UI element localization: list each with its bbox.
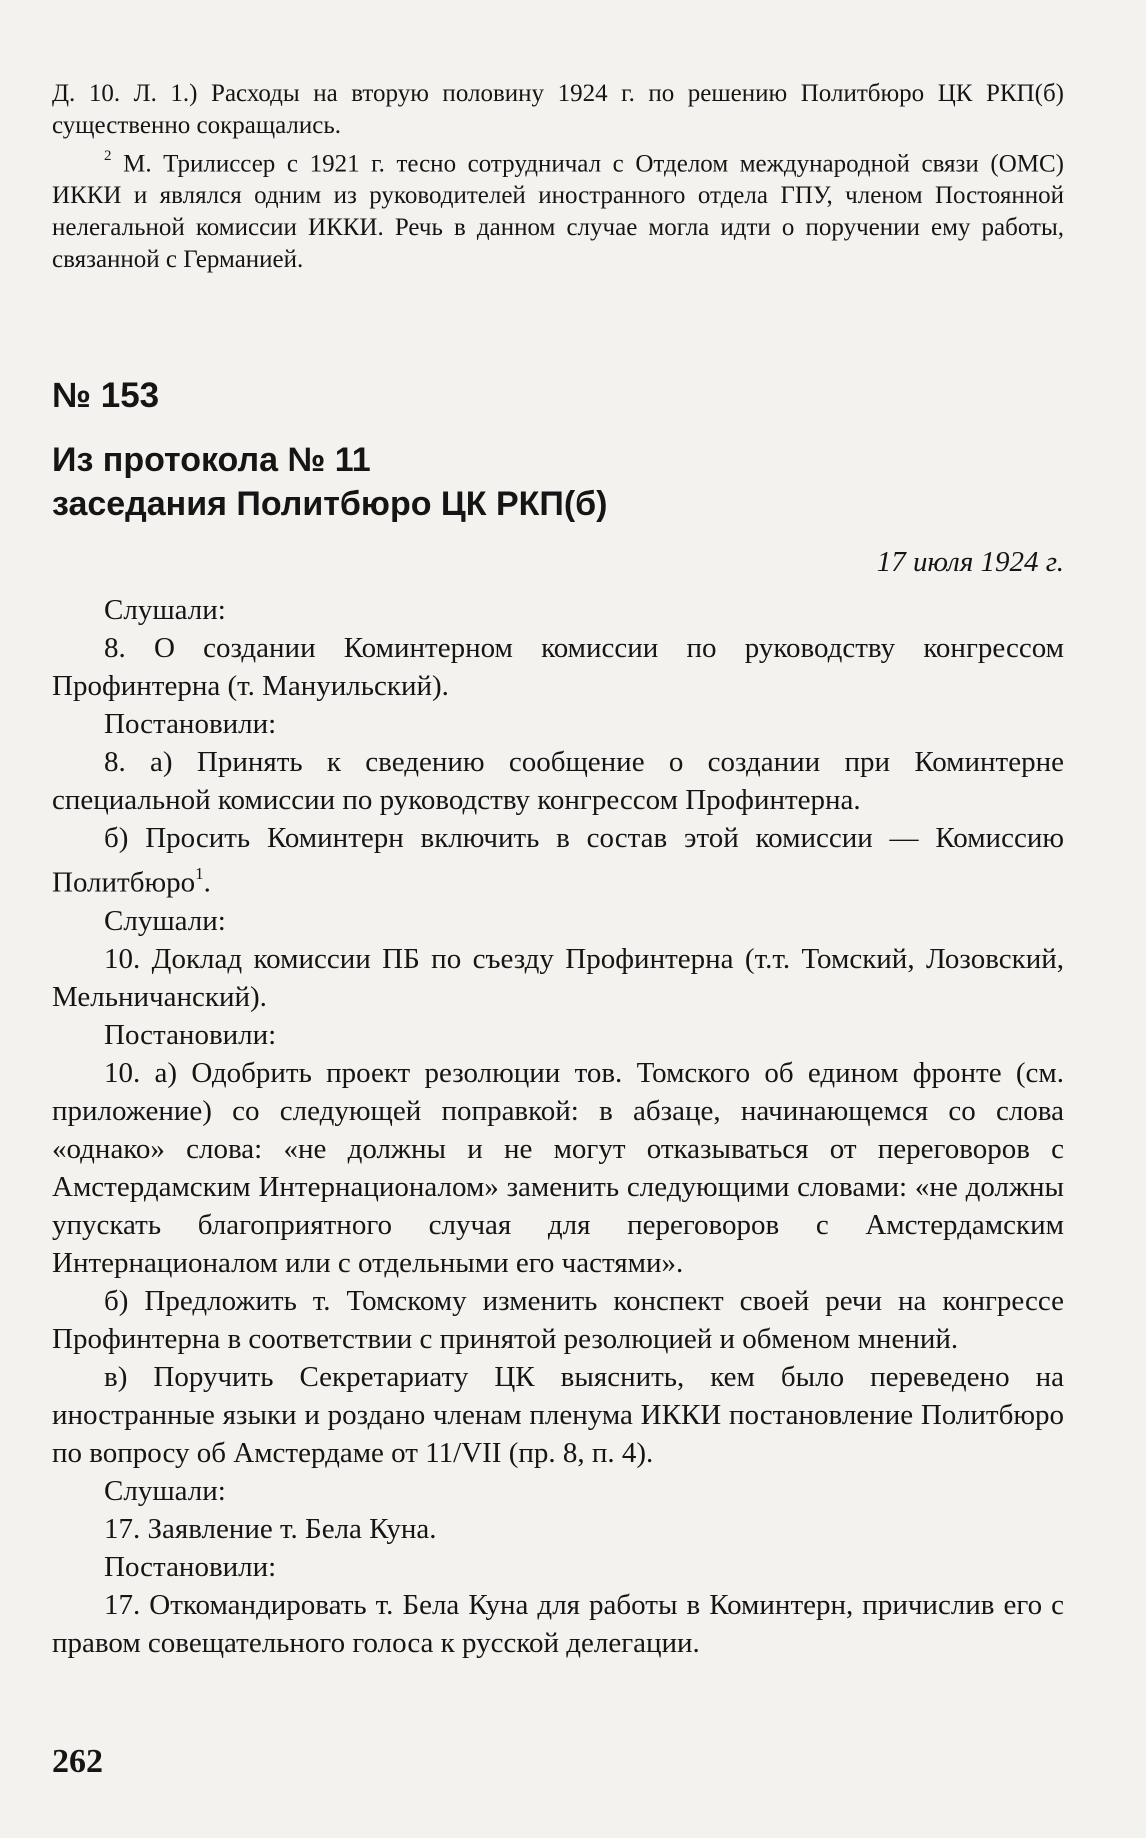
footnote-2 bbox=[52, 142, 1064, 276]
section-label: Слушали: bbox=[104, 594, 226, 627]
protocol-paragraph bbox=[52, 940, 1064, 1016]
footnote-text: Д. 10. Л. 1.) Расходы на вторую половину 1924 г. по решению Политбюро ЦК РКП(б) существенно сокращались. bbox=[52, 80, 1064, 139]
protocol-body bbox=[52, 591, 1064, 1662]
paragraph-text: б) Предложить т. Томскому изменить конспект своей речи на конгрессе Профинтерна в соответствии с принятой резолюцией и обменом мнений. bbox=[52, 1284, 1064, 1355]
protocol-paragraph bbox=[52, 1282, 1064, 1358]
footnote-marker: 2 bbox=[104, 148, 112, 164]
protocol-paragraph bbox=[52, 1054, 1064, 1282]
protocol-paragraph bbox=[52, 1586, 1064, 1662]
title-line-2: заседания Политбюро ЦК РКП(б) bbox=[52, 485, 608, 524]
footnote-continuation bbox=[52, 78, 1064, 142]
paragraph-text: 8. а) Принять к сведению сообщение о создании при Коминтерне специальной комиссии по руководству конгрессом Профинтерна. bbox=[52, 746, 1064, 817]
title-line-1: Из протокола № 11 bbox=[52, 441, 371, 480]
paragraph-text: в) Поручить Секретариату ЦК выяснить, кем было переведено на иностранные языки и роздано членам пленума ИККИ постановление Политбюро по вопросу об Амстердаме от 11/VII (пр. 8, п. 4). bbox=[52, 1360, 1064, 1469]
paragraph-punctuation: . bbox=[203, 866, 211, 899]
paragraph-text: 17. Откомандировать т. Бела Куна для работы в Коминтерн, причислив его с правом совещательного голоса к русской делегации. bbox=[52, 1588, 1064, 1659]
protocol-paragraph bbox=[52, 1358, 1064, 1472]
protocol-paragraph bbox=[52, 1510, 1064, 1548]
footnote-reference: 1 bbox=[195, 864, 204, 884]
paragraph-text: 17. Заявление т. Бела Куна. bbox=[104, 1512, 437, 1545]
section-label: Постановили: bbox=[104, 1550, 277, 1583]
paragraph-text: 10. а) Одобрить проект резолюции тов. Томского об едином фронте (см. приложение) со следующей поправкой: в абзаце, начинающемся со слова «однако» слова: «не должны и не могут отказываться от переговоров с Амстердамским Интернационалом» заменить следующими словами: «не должны упускать благоприятного случая для переговоров с Амстердамским Интернационалом или с отдельными его частями». bbox=[52, 1056, 1064, 1279]
document-date: 17 июля 1924 г. bbox=[876, 546, 1064, 579]
section-label: Постановили: bbox=[104, 1018, 277, 1051]
paragraph-text: 8. О создании Коминтерном комиссии по руководству конгрессом Профинтерна (т. Мануильский). bbox=[52, 632, 1064, 703]
paragraph-text: б) Просить Коминтерн включить в состав этой комиссии — Комиссию Политбюро bbox=[52, 822, 1064, 899]
section-label: Слушали: bbox=[104, 1474, 226, 1507]
document-number: № 153 bbox=[52, 376, 160, 416]
section-label: Слушали: bbox=[104, 904, 226, 937]
protocol-paragraph bbox=[52, 743, 1064, 819]
document-title bbox=[52, 438, 1064, 526]
footnote-text: М. Трилиссер с 1921 г. тесно сотрудничал с Отделом международной связи (ОМС) ИККИ и являлся одним из руководителей иностранного отдела ГПУ, членом Постоянной нелегальной комиссии ИККИ. Речь в данном случае могла идти о поручении ему работы, связанной с Германией. bbox=[52, 150, 1064, 274]
protocol-paragraph bbox=[52, 629, 1064, 705]
footnotes bbox=[52, 78, 1064, 276]
paragraph-text: 10. Доклад комиссии ПБ по съезду Профинтерна (т.т. Томский, Лозовский, Мельничанский). bbox=[52, 942, 1064, 1013]
page-number: 262 bbox=[52, 1743, 103, 1780]
section-label: Постановили: bbox=[104, 708, 277, 741]
protocol-paragraph bbox=[52, 819, 1064, 902]
